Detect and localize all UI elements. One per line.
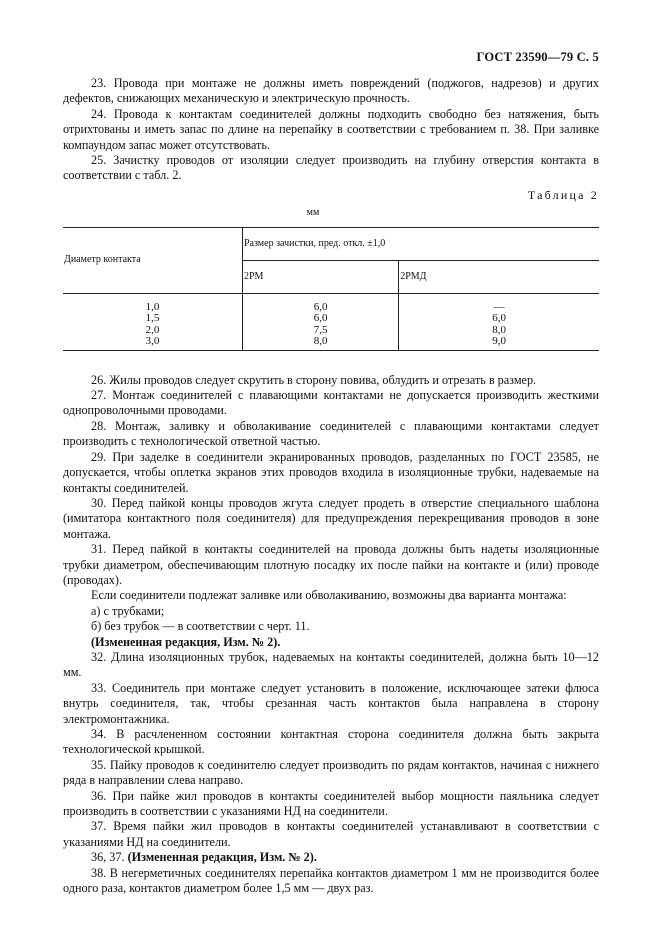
clause-27: 27. Монтаж соединителей с плавающими контактами не допускается производить жесткими однопроволочными проводами. (63, 388, 599, 418)
table-row (63, 313, 599, 325)
table-caption: Таблица 2 (527, 187, 599, 202)
table-row (63, 336, 599, 350)
page-header: ГОСТ 23590—79 С. 5 (476, 50, 599, 64)
cell-2rm: 8,0 (243, 336, 399, 350)
clause-33: 33. Соединитель при монтаже следует установить в положение, исключающее затеки флюса внутрь соединителя, так, чтобы срезанная часть контактов была направлена в сторону электромонтажника. (63, 680, 599, 726)
cell-diameter: 2,0 (63, 325, 243, 337)
table-row (63, 325, 599, 337)
cell-2rmd: — (493, 300, 505, 313)
cell-diameter: 1,0 (63, 293, 243, 313)
cell-2rmd: 8,0 (492, 323, 506, 336)
clause-25: 25. Зачистку проводов от изоляции следует производить на глубину отверстия контакта в соответствии с табл. 2. (63, 153, 599, 183)
cell-2rmd: 6,0 (492, 312, 506, 325)
clause-34: 34. В расчлененном состоянии контактная сторона соединителя должна быть закрыта технологической крышкой. (63, 727, 599, 757)
col-header-diameter: Диаметр контакта (63, 227, 243, 293)
clause-36-37-note (63, 850, 599, 865)
amendment-note: (Измененная редакция, Изм. № 2). (91, 634, 281, 649)
stripping-table (63, 227, 599, 351)
cell-2rm: 7,5 (243, 325, 399, 337)
clause-29: 29. При заделке в соединители экранированных проводов, разделанных по ГОСТ 23585, не допускается, чтобы оплетка экранов этих проводов входила в изоляционные трубки, надеваемые на контакты соединителей. (63, 449, 599, 495)
clause-31-variant-a: а) с трубками; (91, 603, 165, 618)
col-header-2rmd: 2РМД (399, 260, 599, 293)
cell-2rm: 6,0 (243, 293, 399, 313)
clause-28: 28. Монтаж, заливку и обволакивание соединителей с плавающими контактами следует производить с технологической ответной частью. (63, 418, 599, 449)
col-header-group: Размер зачистки, пред. откл. ±1,0 (243, 227, 600, 260)
clause-30: 30. Перед пайкой концы проводов жгута следует продеть в отверстие специального шаблона (имитатора контактного поля соединителя) для предупреждения перекрещивания проводов в зоне монтажа. (63, 495, 599, 541)
clause-24: 24. Провода к контактам соединителей должны подходить свободно без натяжения, быть отрихтованы и иметь запас по длине на перепайку в соответствии с требованием п. 38. При заливке компаундом запас может отсутствовать. (63, 106, 599, 152)
clause-36-37-prefix: 36, 37. (91, 850, 125, 865)
cell-2rmd: 9,0 (399, 336, 599, 350)
cell-diameter: 3,0 (63, 336, 243, 350)
amendment-note: (Измененная редакция, Изм. № 2). (127, 850, 317, 865)
clause-31-variant-b: б) без трубок — в соответствии с черт. 11. (91, 619, 310, 634)
cell-diameter: 1,5 (63, 313, 243, 325)
clause-37: 37. Время пайки жил проводов в контакты соединителей устанавливают в соответствии с указаниями НД на соединители. (63, 819, 599, 849)
clause-31: 31. Перед пайкой в контакты соединителей на провода должны быть надеты изоляционные трубки диаметром, обеспечивающим плотную посадку их после пайки на контакте и (или) проводе (проводах). (63, 542, 599, 587)
clause-38: 38. В негерметичных соединителях перепайка контактов диаметром 1 мм не производится более одного раза, контактов диаметром более 1,5 мм — двух раз. (63, 865, 599, 896)
clause-31-variants-intro: Если соединители подлежат заливке или обволакиванию, возможны два варианта монтажа: (91, 588, 567, 603)
clause-36: 36. При пайке жил проводов в контакты соединителей выбор мощности паяльника следует производить в соответствии с указаниями НД на соединители. (63, 788, 599, 819)
clause-23: 23. Провода при монтаже не должны иметь повреждений (поджогов, надрезов) и других дефектов, снижающих механическую и электрическую прочность. (63, 76, 599, 106)
document-body (63, 76, 599, 896)
clause-32: 32. Длина изоляционных трубок, надеваемых на контакты соединителей, должна быть 10—12 мм. (63, 649, 599, 680)
table-units: мм (306, 207, 320, 219)
col-header-2rm: 2РМ (243, 260, 399, 293)
clause-35: 35. Пайку проводов к соединителю следует производить по рядам контактов, начиная с нижнего ряда в направлении слева направо. (63, 757, 599, 788)
cell-2rm: 6,0 (243, 313, 399, 325)
clause-26: 26. Жилы проводов следует скрутить в сторону повива, облудить и отрезать в размер. (91, 372, 537, 387)
table-row (63, 293, 599, 313)
